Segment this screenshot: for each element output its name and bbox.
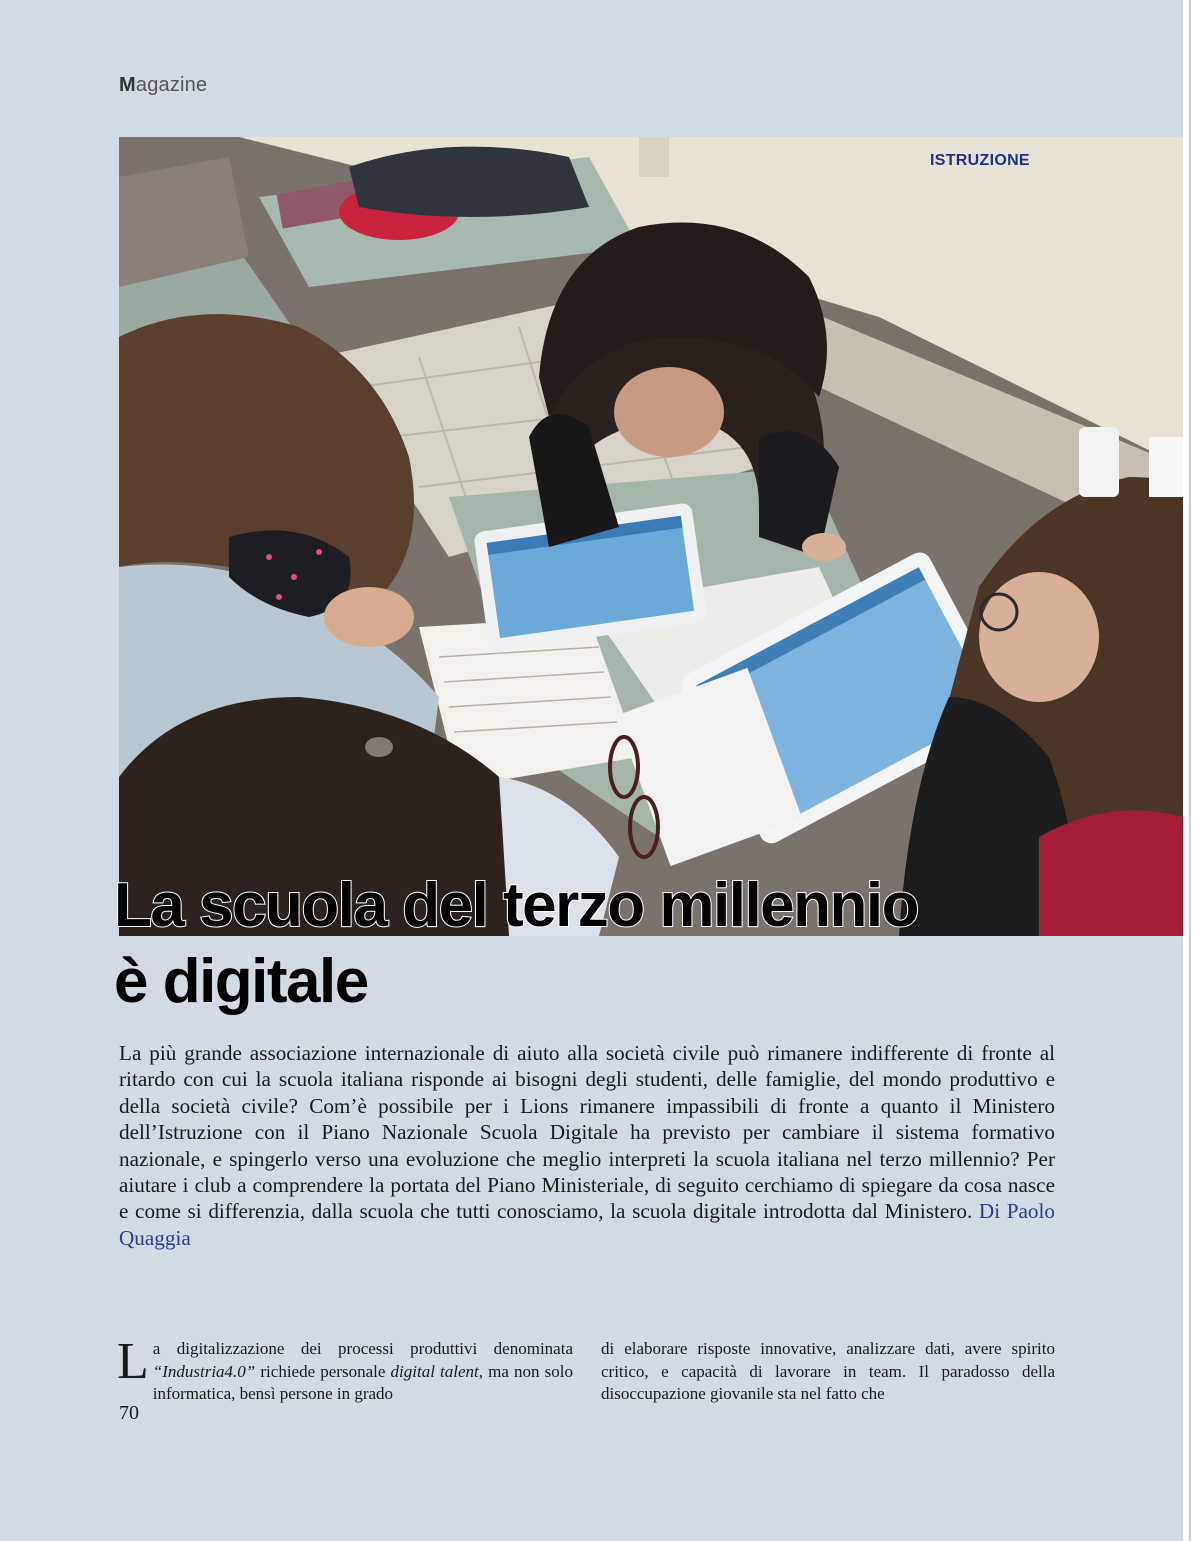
- article-headline: [114, 868, 918, 1020]
- students-tablets-photo: [119, 137, 1183, 936]
- section-tag: ISTRUZIONE: [930, 152, 1030, 169]
- magazine-header-initial: M: [119, 74, 136, 96]
- col1-text-a: a digitalizzazione dei processi produttivi denominata: [152, 1339, 573, 1358]
- drop-cap: L: [117, 1333, 149, 1390]
- page-number: 70: [119, 1402, 139, 1424]
- col1-emphasis-2: digital talent: [390, 1361, 479, 1381]
- page-edge: [1183, 0, 1200, 1541]
- body-column-2: di elaborare risposte innovative, analizzare dati, avere spirito critico, e capacità di lavorare in team. Il paradosso della disoccupazione giovanile sta nel fatto che: [601, 1339, 1055, 1404]
- magazine-header-rest: agazine: [135, 74, 208, 96]
- col1-emphasis-1: “Industria4.0”: [152, 1361, 256, 1381]
- byline: Di Paolo Quaggia: [119, 1199, 1055, 1250]
- lead-paragraph: [119, 1040, 1055, 1251]
- headline-line-2: è digitale: [114, 947, 368, 1016]
- col1-text-c: , ma non solo informatica, bensì persone in grado: [152, 1361, 573, 1404]
- headline-line-1: La scuola del terzo millennio: [114, 871, 919, 940]
- body-column-1: [117, 1333, 573, 1406]
- lead-text: La più grande associazione internazionale di aiuto alla società civile può rimanere indifferente di fronte al ritardo con cui la scuola italiana risponde ai bisogni degli studenti, delle famiglie, del mondo produttivo e della società civile? Com’è possibile per i Lions rimanere impassibili di fronte a quanto il Ministero dell’Istruzione con il Piano Nazionale Scuola Digitale ha previsto per cambiare il sistema formativo nazionale, e spingerlo verso una evoluzione che meglio interpreti la scuola italiana nel terzo millennio? Per aiutare i club a comprendere la portata del Piano Ministeriale, di seguito cerchiamo di spiegare da cosa nasce e come si differenzia, dalla scuola che tutti conosciamo, la scuola digitale introdotta dal Ministero.: [119, 1041, 1055, 1224]
- magazine-header: [119, 74, 207, 97]
- col1-text-b: richiede personale: [255, 1361, 391, 1381]
- photo-illustration: [119, 137, 1183, 936]
